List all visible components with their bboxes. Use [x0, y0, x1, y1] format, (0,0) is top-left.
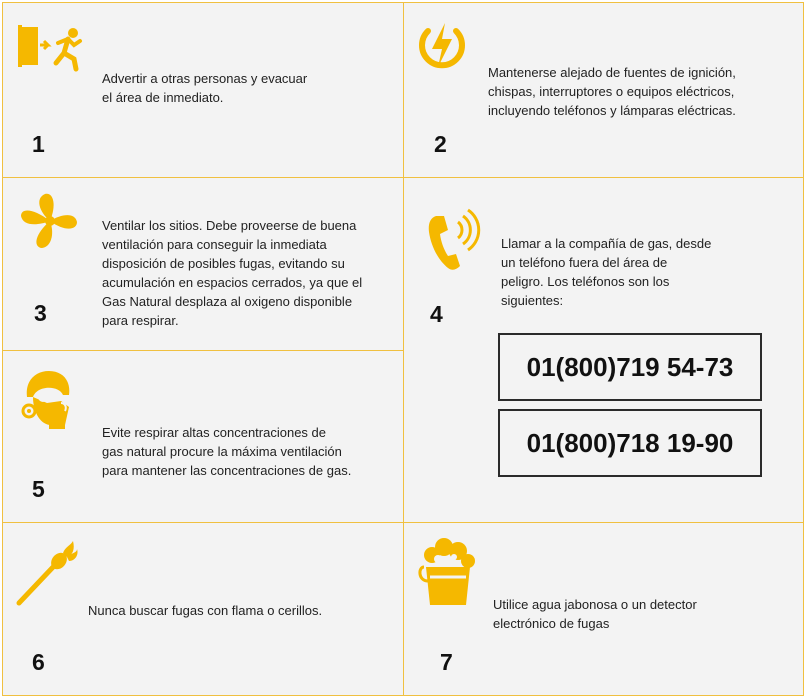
phone-number-1[interactable]: 01(800)719 54-73	[498, 333, 762, 401]
step-2-text: Mantenerse alejado de fuentes de ignición, chispas, interruptores o equipos eléctricos, incluyendo teléfonos y lámparas eléctricas.	[488, 65, 736, 118]
lit-match-icon	[15, 541, 79, 607]
step-6-panel	[2, 522, 404, 696]
gas-mask-icon	[19, 367, 77, 431]
step-1-panel	[2, 2, 404, 178]
step-3-text: Ventilar los sitios. Debe proveerse de buena ventilación para conseguir la inmediata disposición de posibles fugas, evitando su acumulación en espacios cerrados, ya que el Gas Natural desplaza al oxigeno disponible para respirar.	[102, 218, 363, 328]
step-6-text: Nunca buscar fugas con flama o cerillos.	[88, 603, 323, 618]
lightning-bolt-icon	[414, 17, 470, 73]
step-7-number: 7	[440, 649, 453, 675]
evacuate-exit-icon	[18, 23, 84, 73]
step-7-panel	[403, 522, 804, 696]
step-4-panel	[403, 177, 804, 523]
step-3-number: 3	[34, 300, 47, 326]
step-4-text: Llamar a la compañía de gas, desde un teléfono fuera del área de peligro. Los teléfonos son los siguientes:	[501, 236, 712, 308]
phone-ringing-icon	[426, 208, 482, 274]
step-3-panel	[2, 177, 404, 351]
step-2-number: 2	[434, 131, 447, 157]
step-1-number: 1	[32, 131, 45, 157]
ventilation-fan-icon	[17, 190, 83, 252]
soapy-water-bucket-icon	[418, 537, 478, 607]
step-1-text: Advertir a otras personas y evacuar el área de inmediato.	[102, 71, 308, 105]
step-6-number: 6	[32, 649, 45, 675]
phone-number-2[interactable]: 01(800)718 19-90	[498, 409, 762, 477]
step-5-panel	[2, 350, 404, 523]
step-5-number: 5	[32, 476, 45, 502]
step-4-number: 4	[430, 301, 443, 327]
step-2-panel	[403, 2, 804, 178]
step-5-text: Evite respirar altas concentraciones de gas natural procure la máxima ventilación para mantener las concentraciones de gas.	[102, 425, 352, 478]
step-7-text: Utilice agua jabonosa o un detector electrónico de fugas	[493, 597, 697, 631]
